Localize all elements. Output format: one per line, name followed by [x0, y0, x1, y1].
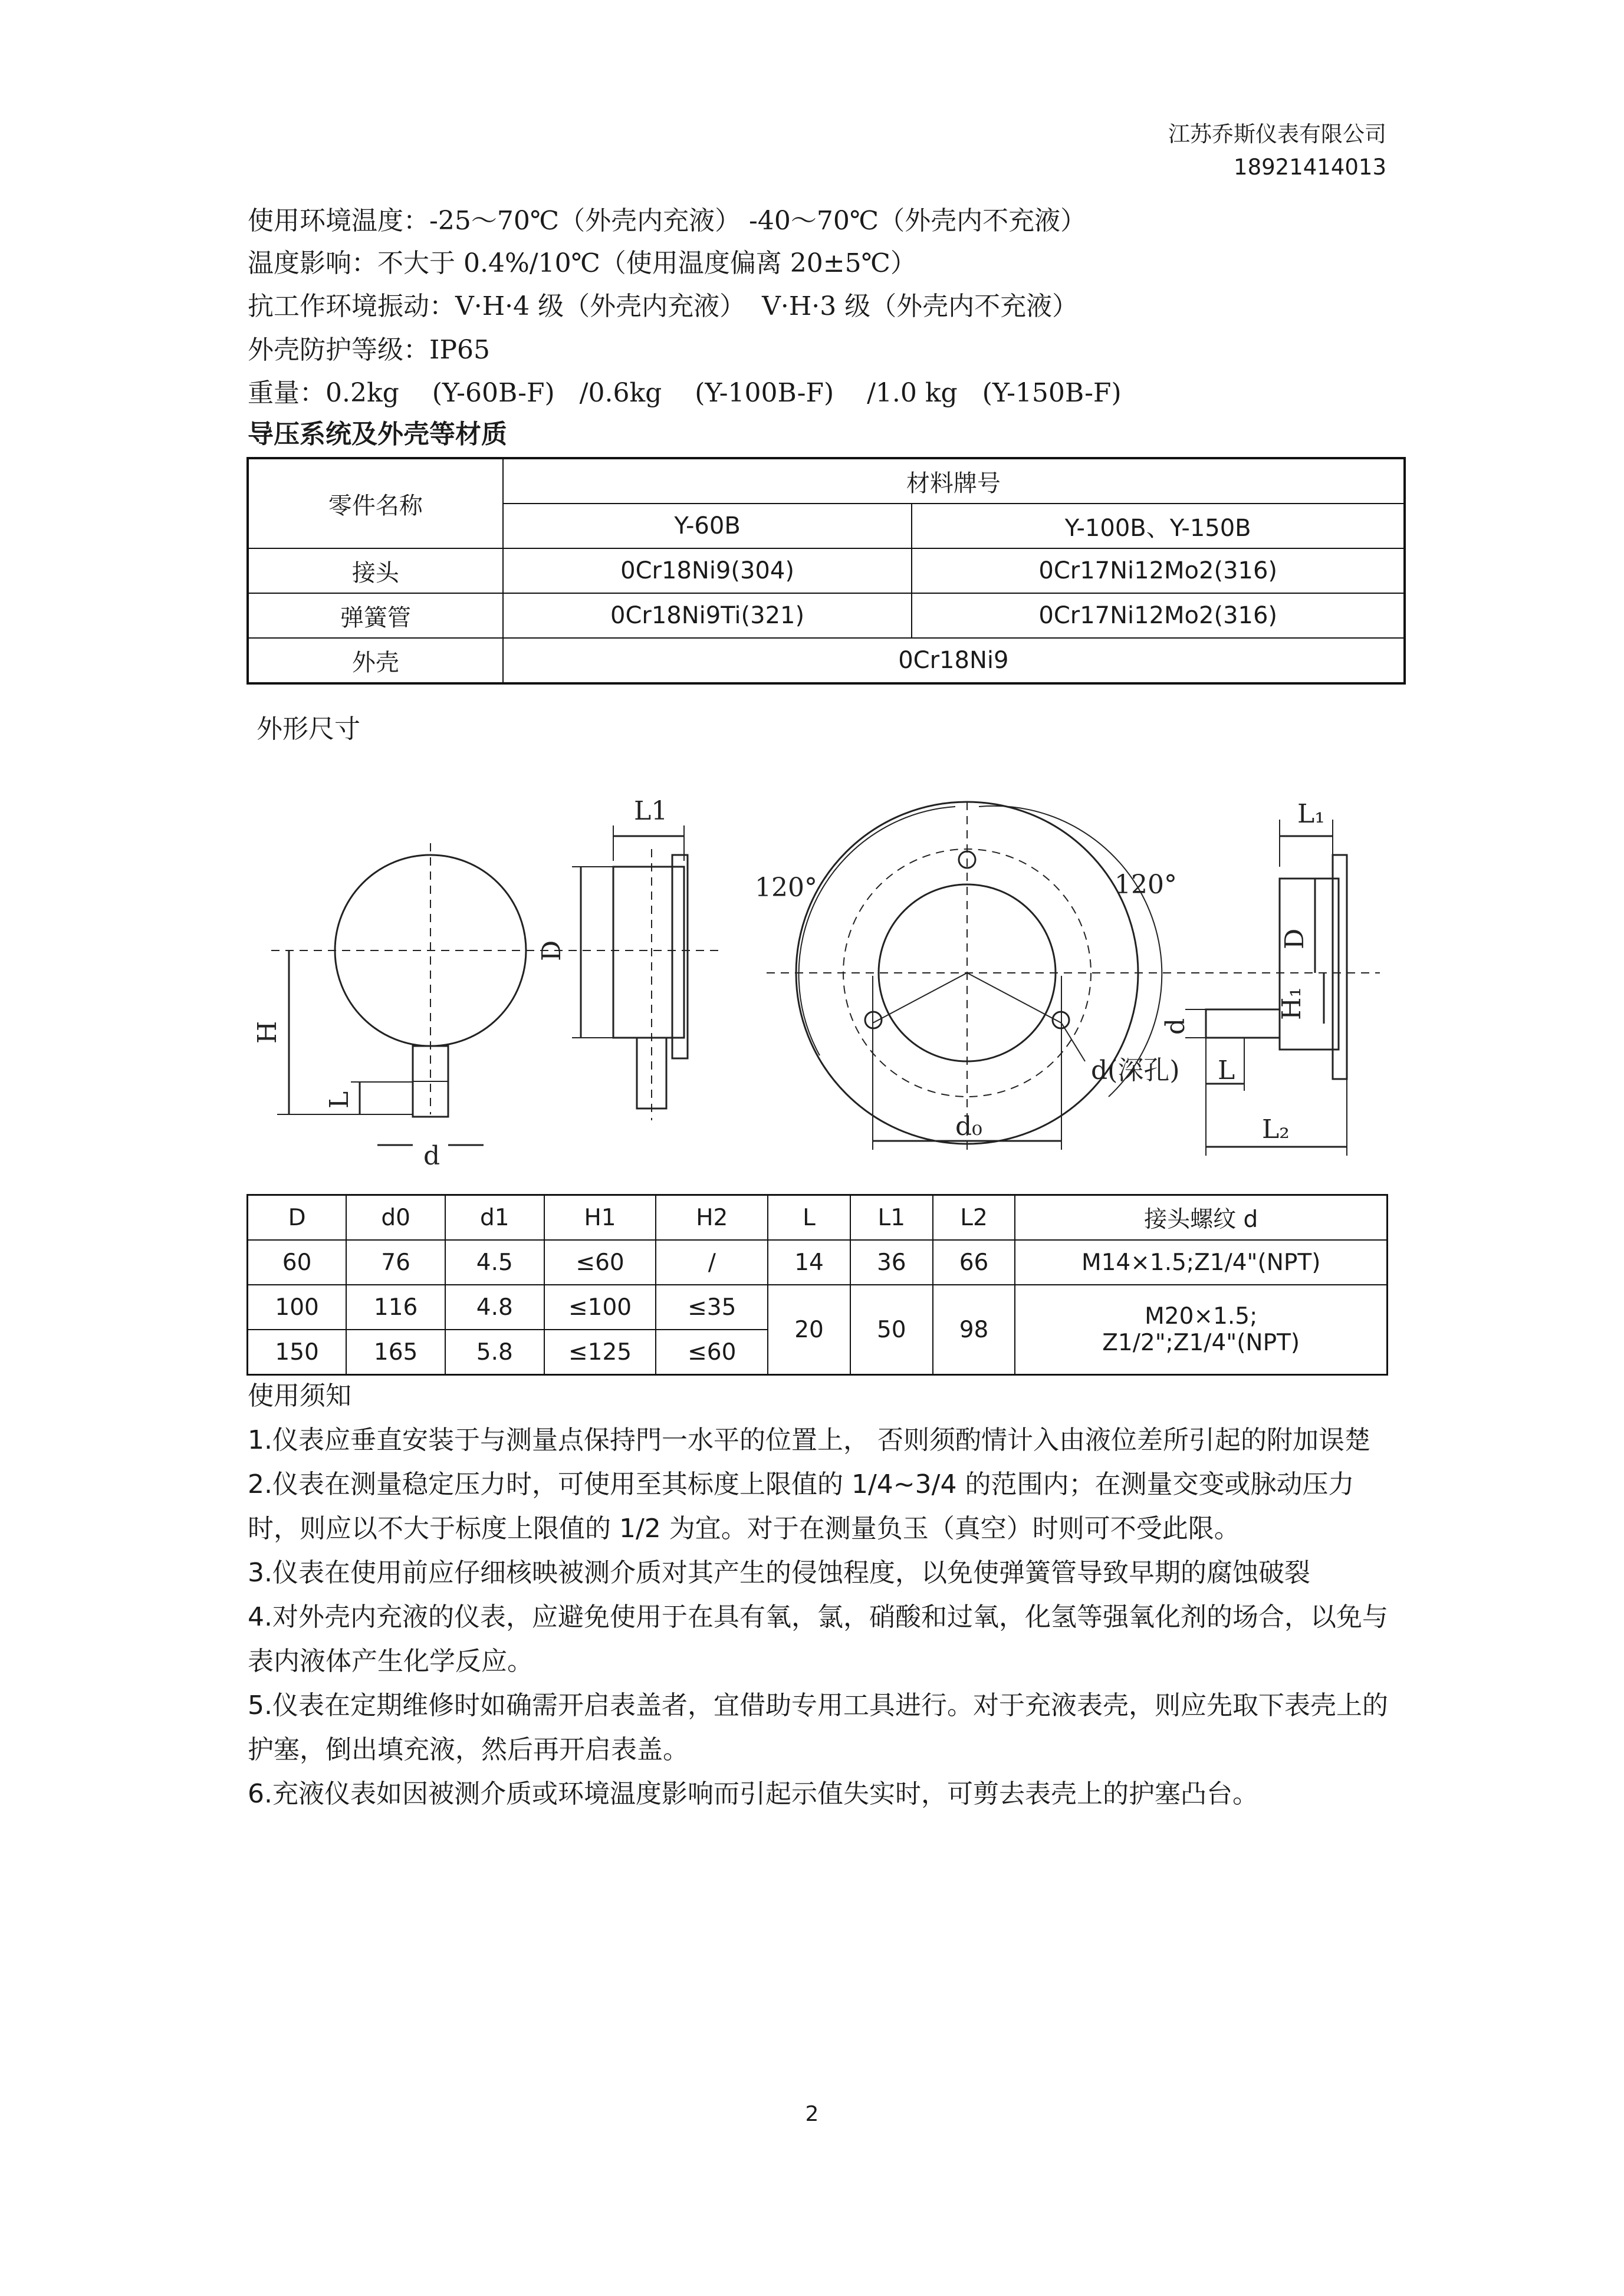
page-number: 2	[805, 2102, 819, 2126]
materials-title: 导压系统及外壳等材质	[248, 419, 507, 449]
label-L1-sub: L₁	[1297, 799, 1325, 829]
flange-side-connector	[1206, 1009, 1280, 1038]
cell-L-shared: 20	[768, 1285, 850, 1375]
header-thread: 接头螺纹 d	[1015, 1195, 1387, 1241]
cell-thread: M14×1.5;Z1/4"(NPT)	[1015, 1240, 1387, 1285]
cell-d0: 76	[346, 1240, 445, 1285]
cell-H1: ≤100	[544, 1285, 656, 1330]
cell-d0: 116	[346, 1285, 445, 1330]
spec-vibration: 抗工作环境振动：V·H·4 级（外壳内充液） V·H·3 级（外壳内不充液）	[248, 291, 1079, 321]
label-d-sub: d	[1161, 1018, 1191, 1035]
col-part-header: 零件名称	[248, 458, 503, 548]
header-d1: d1	[445, 1195, 544, 1241]
cell-L1-shared: 50	[850, 1285, 933, 1375]
cell-thread-shared	[1015, 1285, 1387, 1375]
cell-d1: 4.5	[445, 1240, 544, 1285]
table-row	[248, 1240, 1388, 1285]
outline-drawing	[0, 767, 1624, 1191]
col-y60-header: Y-60B	[503, 504, 912, 548]
material-y60: 0Cr18Ni9Ti(321)	[503, 593, 912, 638]
cell-d1: 5.8	[445, 1330, 544, 1375]
label-L2: L₂	[1262, 1114, 1290, 1144]
dimensions-table	[246, 1194, 1388, 1376]
note-item: 1.仪表应垂直安装于与测量点保持門一水平的位置上， 否则须酌情计入由液位差所引起的附加误楚	[248, 1425, 1370, 1455]
label-D: D	[537, 940, 567, 961]
cell-D: 100	[248, 1285, 347, 1330]
cell-H2: ≤60	[656, 1330, 768, 1375]
header-L2: L2	[933, 1195, 1015, 1241]
label-deep-hole: d(深孔)	[1091, 1055, 1180, 1085]
cell-d0: 165	[346, 1330, 445, 1375]
flange-side-view	[1185, 820, 1347, 1156]
part-name: 接头	[248, 548, 503, 593]
spec-temp-effect: 温度影响：不大于 0.4%/10℃（使用温度偏离 20±5℃）	[248, 248, 916, 278]
side-flange	[672, 855, 688, 1058]
flange-side-plate	[1333, 855, 1347, 1079]
cell-H1: ≤125	[544, 1330, 656, 1375]
table-row	[248, 1285, 1388, 1330]
outline-title: 外形尺寸	[257, 714, 360, 744]
company-phone: 18921414013	[1234, 154, 1386, 180]
label-L: L	[324, 1091, 354, 1108]
rear-view	[767, 802, 1380, 1156]
header-H2: H2	[656, 1195, 768, 1241]
cell-D: 60	[248, 1240, 347, 1285]
cell-d1: 4.8	[445, 1285, 544, 1330]
cell-H2: ≤35	[656, 1285, 768, 1330]
material-y100: 0Cr17Ni12Mo2(316)	[912, 593, 1405, 638]
cell-L2-shared: 98	[933, 1285, 1015, 1375]
notes-title: 使用须知	[248, 1381, 351, 1411]
header-d0: d0	[346, 1195, 445, 1241]
arc-left	[799, 807, 955, 1055]
label-H: H	[252, 1021, 282, 1044]
header-L1: L1	[850, 1195, 933, 1241]
table-row	[248, 593, 1405, 638]
label-angle-right: 120°	[1115, 870, 1177, 900]
side-case	[613, 867, 684, 1038]
label-d: d	[423, 1141, 440, 1171]
label-L-sub: L	[1218, 1055, 1235, 1085]
label-angle-left: 120°	[755, 873, 817, 903]
table-row	[248, 638, 1405, 683]
spec-weight: 重量：0.2kg (Y-60B-F) /0.6kg (Y-100B-F) /1.0 kg (Y-150B-F)	[248, 378, 1122, 408]
cell-H1: ≤60	[544, 1240, 656, 1285]
note-item: 5.仪表在定期维修时如确需开启表盖者，宜借助专用工具进行。对于充液表壳，则应先取下表壳上的护塞，倒出填充液，然后再开启表盖。	[248, 1690, 1388, 1765]
header-D: D	[248, 1195, 347, 1241]
cell-H2: /	[656, 1240, 768, 1285]
thread-line-a: M20×1.5;	[1145, 1303, 1258, 1330]
material-y100: 0Cr17Ni12Mo2(316)	[912, 548, 1405, 593]
label-H1: H₁	[1277, 986, 1307, 1020]
cell-L2: 66	[933, 1240, 1015, 1285]
material-all: 0Cr18Ni9	[503, 638, 1405, 683]
cell-D: 150	[248, 1330, 347, 1375]
label-d0: d₀	[955, 1111, 982, 1142]
company-name: 江苏乔斯仪表有限公司	[1168, 121, 1386, 147]
col-material-header: 材料牌号	[503, 458, 1405, 504]
note-item: 3.仪表在使用前应仔细核映被测介质对其产生的侵蚀程度，以免使弹簧管导致早期的腐蚀破裂	[248, 1558, 1310, 1588]
flange-side-case	[1280, 879, 1339, 1050]
table-row	[248, 548, 1405, 593]
materials-table	[246, 457, 1406, 685]
usage-notes	[248, 1374, 1392, 1816]
col-y100-header: Y-100B、Y-150B	[912, 504, 1405, 548]
spec-protection: 外壳防护等级：IP65	[248, 335, 490, 365]
note-item: 2.仪表在测量稳定压力时，可使用至其标度上限值的 1/4~3/4 的范围内；在测量交变或脉动压力时，则应以不大于标度上限值的 1/2 为宜。对于在测量负玉（真空）时则可不受此限。	[248, 1469, 1355, 1544]
thread-line-b: Z1/2";Z1/4"(NPT)	[1102, 1330, 1300, 1356]
spec-ambient-temp: 使用环境温度：-25～70℃（外壳内充液） -40～70℃（外壳内不充液）	[248, 206, 1087, 236]
part-name: 弹簧管	[248, 593, 503, 638]
note-item: 4.对外壳内充液的仪表，应避免使用于在具有氧，氯，硝酸和过氧，化氢等强氧化剂的场合，以免与表内液体产生化学反应。	[248, 1602, 1388, 1676]
part-name: 外壳	[248, 638, 503, 683]
material-y60: 0Cr18Ni9(304)	[503, 548, 912, 593]
header-L: L	[768, 1195, 850, 1241]
note-item: 6.充液仪表如因被测介质或环境温度影响而引起示值失实时，可剪去表壳上的护塞凸台。	[248, 1779, 1258, 1809]
side-view	[572, 825, 688, 1120]
label-D-sub: D	[1280, 928, 1310, 949]
cell-L1: 36	[850, 1240, 933, 1285]
header-H1: H1	[544, 1195, 656, 1241]
label-L1: L1	[634, 796, 668, 826]
cell-L: 14	[768, 1240, 850, 1285]
table-header-row	[248, 1195, 1388, 1241]
company-header	[1168, 118, 1386, 184]
